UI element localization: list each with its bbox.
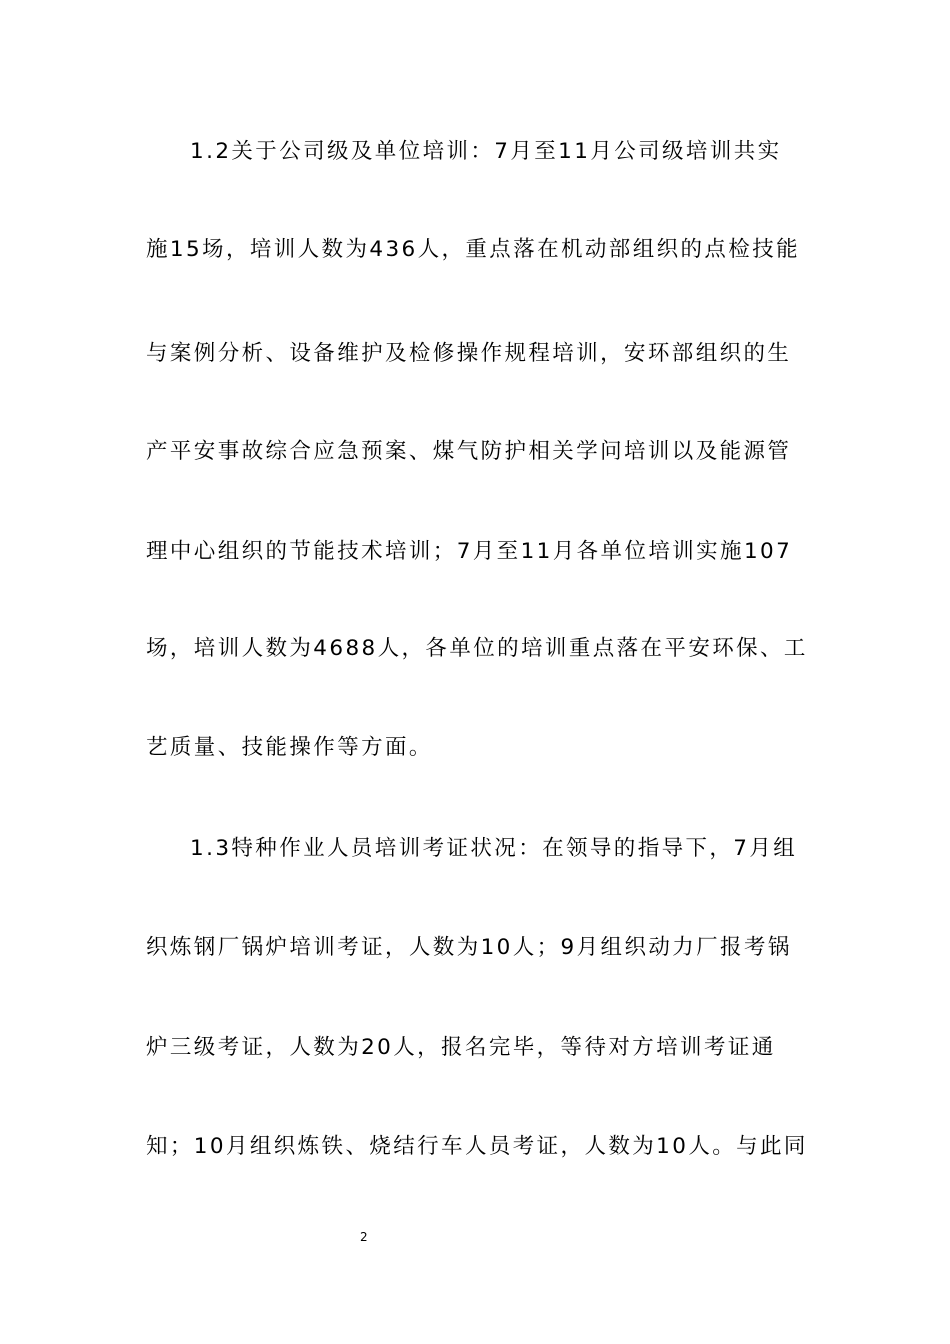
page-number: 2: [360, 1230, 368, 1244]
paragraph-1-2-line-7: 艺质量、技能操作等方面。: [146, 735, 433, 760]
paragraph-1-3-line-3: 炉三级考证，人数为20人，报名完毕，等待对方培训考证通: [146, 1035, 776, 1060]
paragraph-1-2-line-4: 产平安事故综合应急预案、煤气防护相关学问培训以及能源管: [146, 439, 792, 464]
paragraph-1-3-line-4: 知；10月组织炼铁、烧结行车人员考证，人数为10人。与此同: [146, 1134, 808, 1159]
paragraph-1-3-line-1: 1.3特种作业人员培训考证状况：在领导的指导下，7月组: [190, 836, 798, 861]
paragraph-1-3-line-2: 织炼钢厂锅炉培训考证，人数为10人；9月组织动力厂报考锅: [146, 935, 792, 960]
paragraph-1-2-line-3: 与案例分析、设备维护及检修操作规程培训，安环部组织的生: [146, 341, 792, 366]
paragraph-1-2-line-2: 施15场，培训人数为436人，重点落在机动部组织的点检技能: [146, 237, 800, 262]
paragraph-1-2-line-1: 1.2关于公司级及单位培训：7月至11月公司级培训共实: [190, 139, 782, 164]
paragraph-1-2-line-6: 场，培训人数为4688人，各单位的培训重点落在平安环保、工: [146, 636, 808, 661]
paragraph-1-2-line-5: 理中心组织的节能技术培训；7月至11月各单位培训实施107: [146, 539, 793, 564]
